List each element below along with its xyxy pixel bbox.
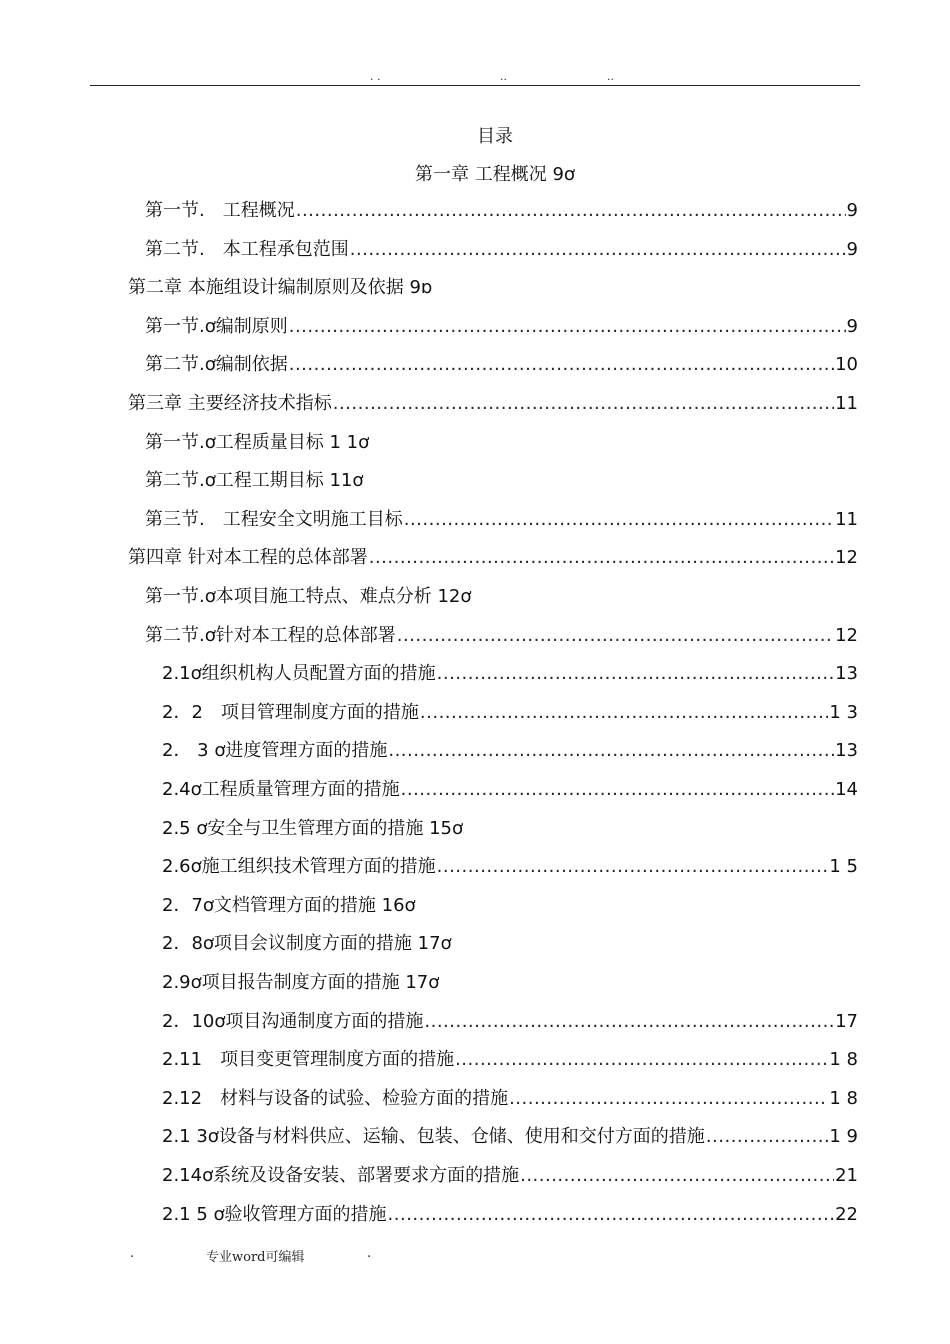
toc-entry-label: 第一节.ơ本项目施工特点、难点分析 12ơ — [145, 586, 472, 607]
toc-page-number: 13 — [835, 740, 858, 762]
toc-entry-label: 2.1 5 ơ验收管理方面的措施 — [162, 1203, 387, 1225]
toc-leader-dots — [509, 1082, 828, 1116]
toc-entry-label: 第二节.ơ编制依据 — [145, 354, 288, 376]
toc-entry-label: 第二节.ơ工程工期目标 11ơ — [145, 470, 364, 492]
footer-mark-right: . — [367, 1246, 372, 1261]
toc-page-number: 12 — [835, 547, 858, 569]
toc-entry-label: 2．8ơ项目会议制度方面的措施 17ơ — [162, 933, 452, 955]
toc-entry-label: 第二节.ơ针对本工程的总体部署 — [145, 624, 396, 646]
toc-entry[interactable] — [162, 927, 452, 961]
toc-entry[interactable] — [162, 1005, 858, 1039]
toc-entry[interactable] — [145, 233, 858, 267]
toc-leader-dots — [404, 503, 834, 537]
toc-entry-label: 第四章 针对本工程的总体部署 — [128, 547, 368, 569]
toc-entry-label: 第一节.ơ工程质量目标 1 1ơ — [145, 431, 370, 453]
toc-entry-label: 2.1 3ơ设备与材料供应、运输、包装、仓储、使用和交付方面的措施 — [162, 1126, 705, 1148]
toc-leader-dots — [369, 541, 834, 575]
toc-entry-label: 第二章 本施组设计编制原则及依据 9ɒ — [128, 277, 433, 299]
toc-leader-dots — [388, 1198, 835, 1232]
header-rule — [90, 85, 860, 86]
toc-entry-label: 2．2 项目管理制度方面的措施 — [162, 701, 419, 723]
toc-entry[interactable] — [162, 889, 416, 923]
page-header — [0, 70, 950, 84]
toc-entry[interactable] — [145, 580, 471, 614]
toc-entry[interactable] — [162, 696, 858, 730]
toc-entry-label: 2.11 项目变更管理制度方面的措施 — [162, 1049, 455, 1071]
toc-page-number: 14 — [835, 779, 858, 800]
toc-page-number: 11 — [835, 393, 858, 414]
toc-entry-label: 第三章 主要经济技术指标 — [128, 393, 332, 414]
header-mark-left: . . — [370, 70, 381, 83]
toc-entry[interactable] — [162, 773, 858, 807]
toc-entry[interactable] — [145, 619, 858, 653]
toc-entry[interactable] — [145, 464, 363, 498]
toc-leader-dots — [401, 773, 834, 807]
toc-leader-dots — [296, 194, 846, 228]
toc-entry-label: 2.6ơ施工组织技术管理方面的措施 — [162, 856, 436, 878]
toc-entry[interactable] — [162, 1159, 858, 1193]
toc-leader-dots — [333, 387, 834, 421]
header-mark-center: .. — [500, 70, 507, 83]
toc-entry-label: 第一节. 工程概况 — [145, 200, 295, 221]
toc-entry[interactable] — [145, 426, 369, 460]
toc-page-number: 1 5 — [829, 856, 858, 878]
header-mark-right: .. — [607, 70, 614, 83]
toc-page-number: 1 8 — [829, 1049, 858, 1071]
toc-page-number: 1 9 — [829, 1126, 858, 1148]
toc-entry-label: 第二节. 本工程承包范围 — [145, 238, 349, 260]
toc-entry[interactable] — [145, 194, 858, 228]
toc-chapter-1: 第一章 工程概况 9ơ — [415, 164, 575, 185]
toc-leader-dots — [289, 310, 846, 344]
toc-leader-dots — [437, 657, 834, 691]
toc-entry[interactable] — [162, 734, 858, 768]
toc-entry[interactable] — [162, 657, 858, 691]
toc-leader-dots — [437, 850, 829, 884]
toc-page-number: 9 — [846, 315, 858, 337]
toc-entry-label: 第一节.ơ编制原则 — [145, 315, 288, 337]
toc-title: 目录 — [477, 126, 513, 147]
toc-entry[interactable] — [128, 387, 858, 421]
toc-entry-label: 2.1ơ组织机构人员配置方面的措施 — [162, 663, 436, 685]
toc-leader-dots — [350, 233, 846, 267]
toc-leader-dots — [520, 1159, 834, 1193]
toc-page-number: 9 — [846, 200, 858, 221]
toc-entry[interactable] — [145, 348, 858, 382]
toc-entry-label: 2.5 ơ安全与卫生管理方面的措施 15ơ — [162, 817, 463, 839]
toc-leader-dots — [424, 1005, 834, 1039]
toc-entry[interactable] — [162, 966, 439, 1000]
toc-entry[interactable] — [162, 850, 858, 884]
toc-page-number: 9 — [846, 238, 858, 260]
toc-leader-dots — [706, 1120, 829, 1154]
toc-entry-label: 2.9ơ项目报告制度方面的措施 17ơ — [162, 972, 440, 993]
toc-leader-dots — [397, 619, 834, 653]
toc-leader-dots — [455, 1043, 828, 1077]
toc-leader-dots — [289, 348, 834, 382]
footer-text: 专业word可编辑 — [206, 1250, 305, 1265]
toc-entry[interactable] — [145, 503, 858, 537]
toc-entry-label: 2.4ơ工程质量管理方面的措施 — [162, 779, 400, 800]
toc-leader-dots — [388, 734, 834, 768]
toc-page-number: 21 — [835, 1165, 858, 1186]
toc-page-number: 13 — [835, 663, 858, 685]
toc-leader-dots — [420, 696, 828, 730]
toc-page-number: 12 — [835, 624, 858, 646]
toc-page-number: 11 — [835, 508, 858, 530]
toc-entry[interactable] — [162, 812, 463, 846]
toc-entry[interactable] — [145, 310, 858, 344]
toc-entry-label: 2.12 材料与设备的试验、检验方面的措施 — [162, 1087, 509, 1109]
toc-page-number: 22 — [835, 1203, 858, 1225]
toc-page-number: 1 8 — [829, 1087, 858, 1109]
toc-entry[interactable] — [162, 1198, 858, 1232]
toc-page-number: 17 — [835, 1010, 858, 1032]
toc-page-number: 1 3 — [829, 701, 858, 723]
toc-page-number: 10 — [835, 354, 858, 376]
toc-entry-label: 2．10ơ项目沟通制度方面的措施 — [162, 1010, 424, 1032]
toc-entry[interactable] — [162, 1043, 858, 1077]
toc-entry[interactable] — [162, 1120, 858, 1154]
footer-mark-left: . — [130, 1246, 135, 1261]
toc-entry-label: 2.14ơ系统及设备安装、部署要求方面的措施 — [162, 1165, 520, 1186]
toc-entry[interactable] — [128, 541, 858, 575]
toc-entry[interactable] — [128, 271, 432, 305]
toc-entry-label: 第三节. 工程安全文明施工目标 — [145, 508, 403, 530]
toc-entry-label: 2． 3 ơ进度管理方面的措施 — [162, 740, 388, 762]
toc-entry-label: 2．7ơ文档管理方面的措施 16ơ — [162, 894, 416, 916]
toc-entry[interactable] — [162, 1082, 858, 1116]
